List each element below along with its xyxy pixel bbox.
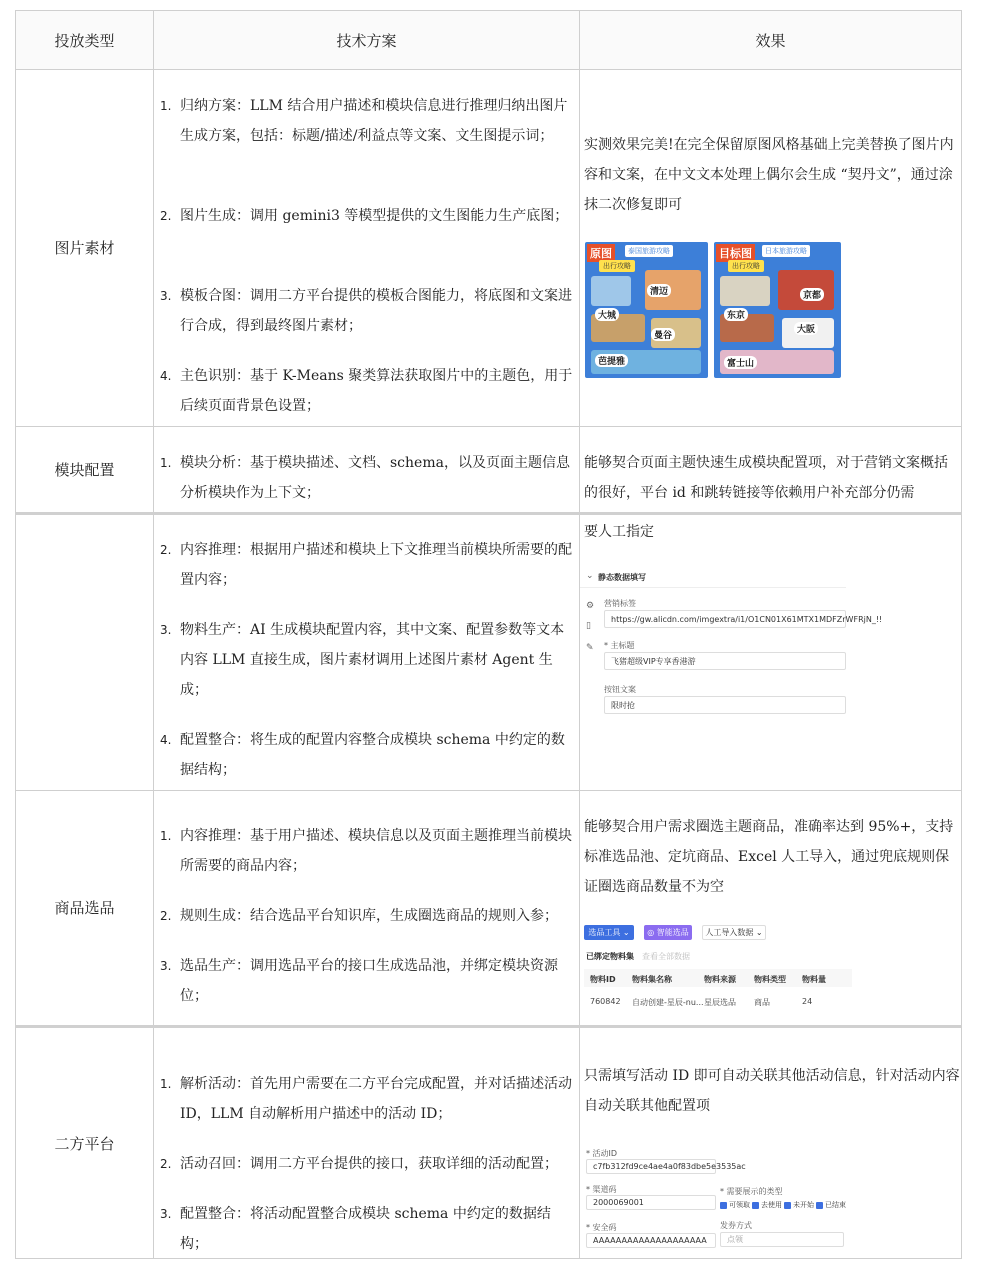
effect-text: 要人工指定 [584, 524, 654, 540]
selection-tool-button[interactable]: 选品工具 ⌄ [584, 925, 634, 940]
table-row [15, 426, 962, 515]
solution-cell: 1. 模块分析：基于模块描述、文档、schema，以及页面主题信息分析模块作为上下文； [154, 426, 580, 512]
table-row [15, 790, 962, 1028]
row-type: 图片素材 [15, 68, 154, 426]
solution-cell: 1. 解析活动：首先用户需要在二方平台完成配置，并对话描述活动 ID，LLM 自动解析用户描述中的活动 ID； 2. 活动召回：调用二方平台提供的接口，获取详细的活动配置； 3. 配置整合：将活动配置整合成模块 schema 中约定的数据结构； [154, 1028, 580, 1258]
table-row [15, 515, 962, 791]
checkbox-use[interactable]: 去使用 [752, 1200, 782, 1210]
header-solution: 技术方案 [154, 11, 580, 69]
row-type-continued [15, 515, 154, 790]
row-type: 二方平台 [15, 1028, 154, 1258]
coupon-method-select[interactable]: 点领 [720, 1232, 844, 1247]
view-all-link[interactable]: 查看全部数据 [642, 952, 690, 961]
solution-cell: 1. 归纳方案：LLM 结合用户描述和模块信息进行推理归纳出图片生成方案，包括：标题/描述/利益点等文案、文生图提示词； 2. 图片生成：调用 gemini3 等模型提供的文生图能力生产底图； 3. 模板合图：调用二方平台提供的模板合图能力，将底图和文案进行合成，得到最终图片素材； 4. 主色识别：基于 K-Means 聚类算法获取图片中的主题色，用于后续页面背景色设置； [154, 68, 580, 426]
original-poster-image: 原图 泰国旅游攻略 出行攻略 清迈 大城 曼谷 芭提雅 [585, 242, 708, 378]
table-row [15, 68, 962, 427]
section-title: 静态数据填写 [598, 573, 646, 582]
solution-cell: 2. 内容推理：根据用户描述和模块上下文推理当前模块所需要的配置内容； 3. 物料生产：AI 生成模块配置内容，其中文案、配置参数等文本内容 LLM 直接生成，图片素材调用上述图片素材 Agent 生成； 4. 配置整合：将生成的配置内容整合成模块 schema 中约定的数据结构； [154, 515, 580, 790]
edit-icon: ✎ [586, 643, 594, 653]
row-type: 模块配置 [15, 426, 154, 512]
config-form-screenshot [580, 565, 883, 725]
channel-code-input[interactable]: 2000069001 [586, 1195, 716, 1210]
button-text-input[interactable]: 限时抢 [604, 696, 846, 714]
smart-selection-button[interactable]: ◎ 智能选品 [644, 925, 692, 940]
effect-text: 只需填写活动 ID 即可自动关联其他活动信息，针对活动内容自动关联其他配置项 [584, 1068, 960, 1114]
manual-import-button[interactable]: 人工导入数据 ⌄ [702, 925, 766, 940]
chevron-down-icon: ⌄ [586, 571, 594, 581]
effect-text: 能够契合页面主题快速生成模块配置项，对于营销文案概括的很好，平台 id 和跳转链接等依赖用户补充部分仍需 [584, 455, 948, 501]
table-header [15, 10, 962, 70]
effect-text: 能够契合用户需求圈选主题商品，准确率达到 95%+，支持标准选品池、定坑商品、Excel 人工导入，通过兜底规则保证圈选商品数量不为空 [584, 819, 954, 895]
effect-text: 实测效果完美!在完全保留原图风格基础上完美替换了图片内容和文案，在中文文本处理上偶尔会生成 “契丹文”，通过涂抹二次修复即可 [584, 137, 954, 213]
copy-icon: ▯ [586, 621, 591, 631]
field-label: 按钮文案 [604, 685, 636, 694]
table-row [15, 1028, 962, 1259]
field-label: * 主标题 [604, 641, 635, 650]
checkbox-claimable[interactable]: 可领取 [720, 1200, 750, 1210]
field-label: 营销标签 [604, 599, 636, 608]
checkbox-not-started[interactable]: 未开始 [784, 1200, 814, 1210]
product-selection-screenshot: 选品工具 ⌄ ◎ 智能选品 人工导入数据 ⌄ 已绑定物料集 查看全部数据 物料ID 物料集名称 物料来源 物料类型 物料量 760842 自动创建-星辰-nu... 星辰选品 商品 24 [584, 925, 854, 1020]
row-type: 商品选品 [15, 790, 154, 1025]
effect-cell [580, 426, 962, 512]
target-poster-image: 目标图 日本旅游攻略 出行攻略 京都 东京 大阪 富士山 [714, 242, 841, 378]
main-title-input[interactable]: 飞猪超级VIP专享香港游 [604, 652, 846, 670]
checkbox-ended[interactable]: 已结束 [816, 1200, 846, 1210]
effect-cell [580, 515, 962, 790]
gear-icon: ⚙ [586, 601, 595, 611]
solution-cell: 1. 内容推理：基于用户描述、模块信息以及页面主题推理当前模块所需要的商品内容； 2. 规则生成：结合选品平台知识库，生成圈选商品的规则入参； 3. 选品生产：调用选品平台的接口生成选品池，并绑定模块资源位； [154, 790, 580, 1025]
effect-cell [580, 790, 962, 1025]
header-effect: 效果 [580, 11, 962, 69]
effect-cell [580, 68, 962, 426]
security-code-input[interactable]: AAAAAAAAAAAAAAAAAAAA [586, 1233, 716, 1248]
activity-id-input[interactable]: c7fb312fd9ce4ae4a0f83dbe5e3535ac [586, 1159, 716, 1174]
activity-form-screenshot: * 活动ID c7fb312fd9ce4ae4a0f83dbe5e3535ac * 渠道码 2000069001 * 安全码 AAAAAAAAAAAAAAAAAAAA * 需要展示的类型 可领取 去使用 未开始 已结束 发券方式 点领 [584, 1146, 854, 1254]
effect-cell [580, 1028, 962, 1258]
marketing-tag-input[interactable]: https://gw.alicdn.com/imgextra/i1/O1CN01X61MTX1MDFZrWFRjN_!! [604, 610, 846, 628]
header-type: 投放类型 [15, 11, 154, 69]
bound-material-title: 已绑定物料集 [586, 952, 634, 961]
